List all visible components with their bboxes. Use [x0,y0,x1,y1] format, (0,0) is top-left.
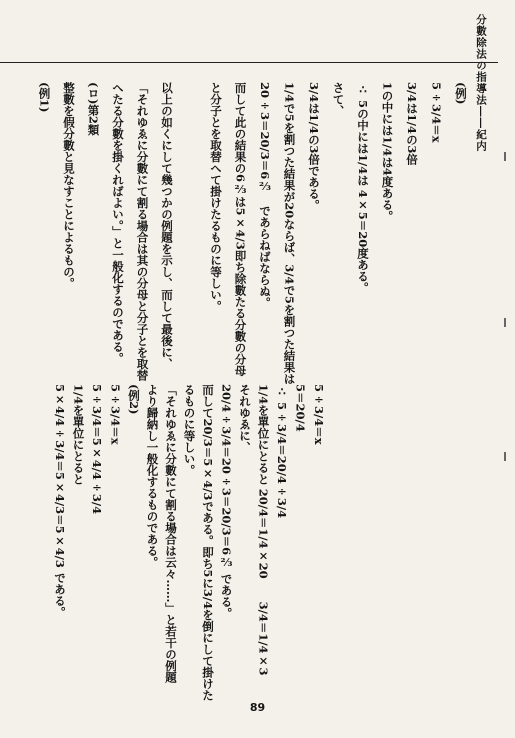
text-column: 5×4/4÷3/4＝5×4/3＝5×4/3 である。 [53,384,67,618]
text-column: 1/4を單位にとると [71,384,86,485]
text-column: へたる分數を掛くればよい。」と一般化するのである。 [111,82,125,364]
text-column: 20÷3＝20/3＝6⅔ であらねばならぬ。 [258,82,272,309]
text-column: 1/4を單位にとると 20/4＝1/4×20 3/4＝1/4×3 [256,384,271,676]
text-column: 1/4で5を割つた結果が20ならば、3/4で5を割つた結果は [282,82,297,385]
text-column: ∴ 5÷3/4＝20/4÷3/4 [275,384,289,519]
text-column: 以上の如くにして幾つかの例題を示し、而して最後に、 [160,82,174,370]
text-column: (例) [454,82,468,105]
text-column: 5÷3/4＝x [108,384,123,445]
text-column: 5÷3/4＝x [312,384,326,445]
text-column: 整數を假分數と見なすことによるもの。 [62,82,76,289]
text-column: 3/4は1/4の3倍である。 [307,82,321,211]
text-column: と分子とを取替へて掛けたるものに等しい。 [209,82,223,312]
text-column: 而して此の結果の6⅔は5×4/3即ち除數たる分數の分母 [233,82,248,377]
text-column: 1の中には1/4は4度ある。 [380,82,395,222]
text-column: 而して20/3＝5×4/3である。即ち5に3/4を倒にして掛けた [201,384,215,702]
margin-tick [504,452,506,461]
margin-tick [504,152,506,161]
text-column: (ロ)第2類 [86,82,101,136]
text-column: 5÷3/4＝5×4/4÷3/4 [90,384,104,515]
text-column: より歸納し一般化するものである。 [145,384,160,568]
header-rule [0,62,498,63]
text-column: 20/4÷3/4＝20÷3＝20/3＝6⅔ である。 [219,384,234,620]
running-header: 分數除法の指導法――紀内 [475,14,487,152]
text-column: ∴ 5の中には1/4は 4×5＝20度ある。 [356,82,370,294]
text-column: (例1) [37,82,52,113]
text-column: るものに等しい。 [182,384,197,476]
text-column: (例2) [127,384,141,415]
page-number: 89 [249,701,266,714]
margin-tick [504,318,506,327]
text-column: 3/4は1/4の3倍 [405,82,419,165]
text-column: 5÷3/4＝x [429,82,444,143]
text-column: 「それゆゑに分數にて割る場合は云々……」と若干の例題 [164,384,178,683]
text-column: 「それゆゑに分數にて割る場合は其の分母と分子とを取替 [135,82,150,381]
text-column: さて、 [331,82,346,117]
text-column: 5＝20/4 [293,384,308,432]
text-column: それゆゑに、 [238,384,252,453]
